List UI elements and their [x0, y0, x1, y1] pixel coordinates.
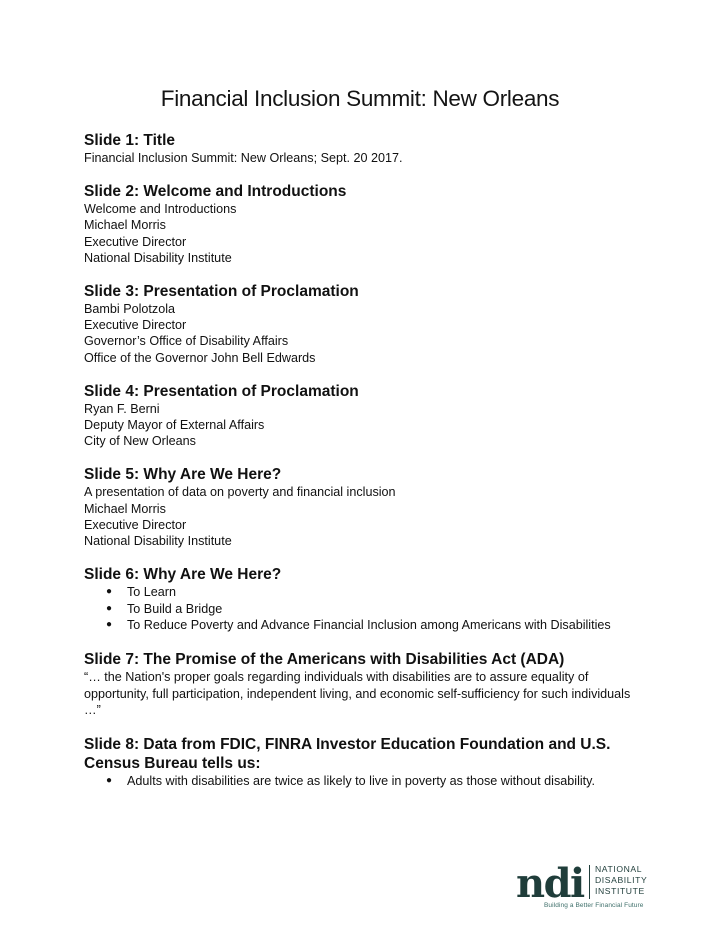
- logo-name: [595, 864, 647, 897]
- slide-line: Michael Morris: [84, 501, 166, 516]
- slide-line: Office of the Governor John Bell Edwards: [84, 350, 316, 365]
- bullet-list: [84, 584, 644, 634]
- slide-line: National Disability Institute: [84, 534, 232, 549]
- logo-name-line: INSTITUTE: [595, 886, 645, 896]
- slide-4: [84, 382, 644, 450]
- bullet-icon: ●: [106, 619, 113, 631]
- slide-3: [84, 282, 644, 366]
- logo-tagline: Building a Better Financial Future: [544, 902, 644, 909]
- slide-line: National Disability Institute: [84, 250, 232, 265]
- slide-line: City of New Orleans: [84, 434, 196, 449]
- slide-heading: Slide 2: Welcome and Introductions: [84, 183, 347, 201]
- logo-name-line: NATIONAL: [595, 864, 643, 874]
- slide-heading: Slide 6: Why Are We Here?: [84, 566, 282, 584]
- slide-heading: Slide 7: The Promise of the Americans with Disabilities Act (ADA): [84, 651, 565, 669]
- bullet-icon: ●: [106, 586, 113, 598]
- slide-heading: Slide 1: Title: [84, 132, 176, 149]
- slide-2: [84, 182, 644, 266]
- slide-line: Bambi Polotzola: [84, 302, 176, 317]
- slide-line: Financial Inclusion Summit: New Orleans; Sept. 20 2017.: [84, 151, 403, 165]
- slide-7: [84, 650, 644, 719]
- slide-line: Executive Director: [84, 318, 187, 333]
- slide-line: Executive Director: [84, 234, 187, 249]
- slide-1: [84, 131, 644, 166]
- slide-line: Executive Director: [84, 517, 187, 532]
- slide-line: Deputy Mayor of External Affairs: [84, 418, 265, 433]
- bullet-text: To Learn: [127, 585, 177, 600]
- slide-8: [84, 735, 644, 790]
- slide-heading: Slide 8: Data from FDIC, FINRA Investor Education Foundation and U.S. Census Bureau tells us:: [84, 735, 611, 772]
- page-title: Financial Inclusion Summit: New Orleans: [160, 86, 560, 111]
- logo-mark: ndi: [516, 860, 584, 907]
- logo-name-line: DISABILITY: [595, 875, 648, 885]
- slide-line: Governor’s Office of Disability Affairs: [84, 334, 289, 349]
- ndi-logo: [516, 862, 656, 914]
- bullet-icon: ●: [106, 774, 113, 786]
- ada-quote: “… the Nation's proper goals regarding individuals with disabilities are to assure equality of opportunity, full participation, independent living, and economic self-sufficiency for such individuals …”: [84, 670, 631, 718]
- slide-heading: Slide 3: Presentation of Proclamation: [84, 283, 359, 301]
- list-item: [84, 773, 644, 790]
- slide-5: [84, 465, 644, 549]
- bullet-text: To Build a Bridge: [127, 601, 223, 616]
- slide-line: Michael Morris: [84, 218, 166, 233]
- list-item: [84, 617, 644, 634]
- slide-line: A presentation of data on poverty and financial inclusion: [84, 485, 396, 500]
- bullet-text: Adults with disabilities are twice as likely to live in poverty as those without disability.: [127, 773, 596, 788]
- bullet-text: To Reduce Poverty and Advance Financial Inclusion among Americans with Disabilities: [127, 618, 611, 633]
- list-item: [84, 601, 644, 618]
- slide-heading: Slide 5: Why Are We Here?: [84, 466, 282, 484]
- slide-heading: Slide 4: Presentation of Proclamation: [84, 382, 359, 400]
- slide-line: Ryan F. Berni: [84, 401, 160, 416]
- document-body: [84, 131, 644, 805]
- logo-divider: [589, 865, 590, 899]
- slide-line: Welcome and Introductions: [84, 202, 237, 217]
- list-item: [84, 584, 644, 601]
- bullet-icon: ●: [106, 602, 113, 614]
- bullet-list: [84, 773, 644, 790]
- slide-6: [84, 565, 644, 634]
